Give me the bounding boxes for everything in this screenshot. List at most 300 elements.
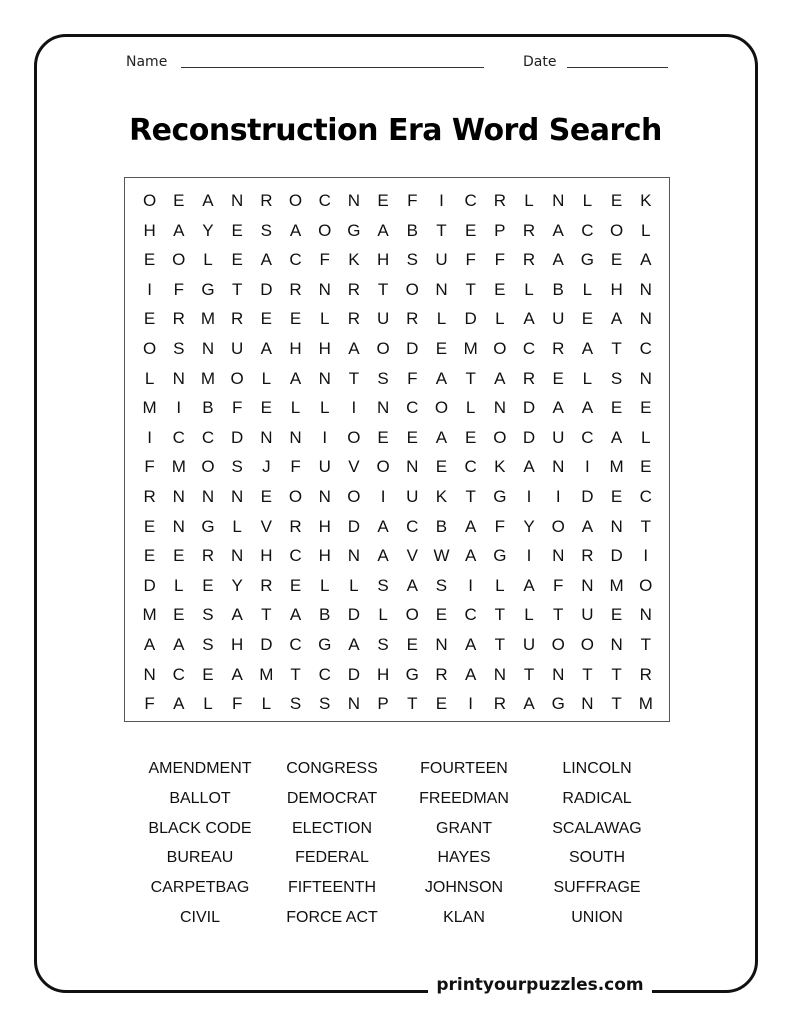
grid-letter[interactable]: N [318, 486, 331, 506]
grid-letter[interactable]: R [581, 546, 594, 566]
grid-letter[interactable]: E [231, 250, 243, 270]
grid-letter[interactable]: T [377, 279, 389, 299]
grid-letter[interactable]: T [611, 664, 622, 684]
grid-letter[interactable]: L [203, 694, 213, 714]
grid-letter[interactable]: L [319, 309, 330, 329]
grid-letter[interactable]: N [552, 546, 565, 566]
grid-letter[interactable]: F [407, 191, 418, 210]
grid-letter[interactable]: N [172, 486, 185, 506]
grid-letter[interactable]: O [142, 191, 157, 210]
grid-letter[interactable]: E [289, 575, 302, 595]
grid-letter[interactable]: N [435, 634, 448, 654]
grid-letter[interactable]: I [176, 398, 182, 418]
grid-letter[interactable]: L [524, 191, 534, 210]
grid-letter[interactable]: E [289, 309, 302, 329]
grid-letter[interactable]: F [290, 457, 301, 477]
grid-letter[interactable]: V [260, 516, 273, 536]
grid-letter[interactable]: A [464, 634, 477, 654]
grid-letter[interactable]: R [552, 338, 565, 358]
grid-letter[interactable]: I [468, 575, 474, 595]
grid-letter[interactable]: N [347, 694, 361, 714]
grid-letter[interactable]: A [494, 368, 506, 388]
grid-letter[interactable]: O [142, 338, 157, 358]
grid-letter[interactable]: O [639, 575, 653, 595]
date-field-line[interactable] [567, 67, 668, 68]
grid-letter[interactable]: N [201, 486, 215, 506]
grid-letter[interactable]: F [407, 368, 418, 388]
grid-letter[interactable]: B [435, 516, 448, 536]
grid-letter[interactable]: E [260, 398, 273, 418]
grid-letter[interactable]: E [143, 309, 156, 329]
grid-letter[interactable]: T [523, 664, 535, 684]
grid-letter[interactable]: N [318, 279, 331, 299]
grid-letter[interactable]: C [522, 338, 536, 358]
grid-letter[interactable]: A [464, 546, 477, 566]
grid-letter[interactable]: A [552, 220, 564, 240]
grid-letter[interactable]: I [147, 427, 152, 447]
grid-letter[interactable]: F [144, 457, 155, 477]
grid-letter[interactable]: R [201, 546, 215, 566]
grid-letter[interactable]: H [318, 338, 331, 358]
grid-letter[interactable]: L [290, 398, 301, 418]
grid-letter[interactable]: N [376, 398, 390, 418]
grid-letter[interactable]: M [463, 338, 478, 358]
grid-letter[interactable]: T [231, 279, 243, 299]
grid-letter[interactable]: N [231, 486, 244, 506]
grid-letter[interactable]: N [639, 605, 652, 625]
grid-letter[interactable]: U [552, 309, 565, 329]
grid-letter[interactable]: L [582, 368, 593, 388]
grid-letter[interactable]: S [260, 220, 273, 240]
grid-letter[interactable]: L [349, 575, 359, 595]
grid-letter[interactable]: A [581, 398, 594, 418]
grid-letter[interactable]: O [201, 457, 215, 477]
grid-letter[interactable]: M [171, 457, 186, 477]
grid-letter[interactable]: I [380, 486, 386, 506]
grid-letter[interactable]: I [322, 427, 328, 447]
grid-letter[interactable]: U [231, 338, 244, 358]
grid-letter[interactable]: A [377, 220, 389, 240]
grid-letter[interactable]: D [347, 605, 361, 625]
grid-letter[interactable]: Y [523, 516, 535, 536]
grid-letter[interactable]: O [376, 338, 390, 358]
grid-letter[interactable]: T [611, 694, 622, 714]
grid-letter[interactable]: N [639, 279, 652, 299]
grid-letter[interactable]: G [493, 486, 507, 506]
grid-letter[interactable]: L [495, 309, 505, 329]
grid-letter[interactable]: A [348, 338, 360, 358]
grid-letter[interactable]: A [581, 516, 594, 536]
grid-letter[interactable]: S [202, 634, 214, 654]
grid-letter[interactable]: U [522, 634, 536, 654]
grid-letter[interactable]: I [585, 457, 590, 477]
grid-letter[interactable]: A [610, 427, 623, 447]
grid-letter[interactable]: U [581, 605, 594, 625]
grid-letter[interactable]: A [289, 605, 302, 625]
grid-letter[interactable]: F [231, 694, 243, 714]
grid-letter[interactable]: E [435, 605, 448, 625]
grid-letter[interactable]: T [611, 338, 622, 358]
grid-letter[interactable]: S [377, 368, 389, 388]
grid-letter[interactable]: C [581, 427, 594, 447]
grid-letter[interactable]: A [173, 694, 185, 714]
grid-letter[interactable]: K [640, 191, 652, 210]
grid-letter[interactable]: I [468, 694, 474, 714]
grid-letter[interactable]: A [231, 664, 243, 684]
grid-letter[interactable]: T [465, 368, 476, 388]
grid-letter[interactable]: M [200, 368, 216, 388]
grid-letter[interactable]: S [610, 368, 623, 388]
grid-letter[interactable]: C [289, 546, 302, 566]
grid-letter[interactable]: O [288, 486, 303, 506]
grid-letter[interactable]: E [173, 605, 185, 625]
grid-letter[interactable]: F [553, 575, 564, 595]
grid-letter[interactable]: J [262, 457, 271, 477]
grid-letter[interactable]: N [172, 368, 185, 388]
grid-letter[interactable]: A [173, 634, 185, 654]
grid-letter[interactable]: U [318, 457, 331, 477]
grid-letter[interactable]: C [464, 605, 477, 625]
grid-letter[interactable]: W [433, 546, 450, 566]
grid-letter[interactable]: O [230, 368, 244, 388]
grid-letter[interactable]: A [552, 398, 564, 418]
grid-letter[interactable]: R [347, 309, 361, 329]
grid-letter[interactable]: A [348, 634, 360, 654]
grid-letter[interactable]: N [639, 309, 652, 329]
grid-letter[interactable]: C [289, 634, 302, 654]
grid-letter[interactable]: D [522, 427, 536, 447]
grid-letter[interactable]: U [376, 309, 390, 329]
grid-letter[interactable]: L [524, 279, 534, 299]
grid-letter[interactable]: A [231, 605, 243, 625]
grid-letter[interactable]: R [406, 309, 419, 329]
grid-letter[interactable]: N [201, 338, 215, 358]
grid-letter[interactable]: G [405, 664, 419, 684]
grid-letter[interactable]: T [348, 368, 360, 388]
grid-letter[interactable]: P [494, 220, 506, 240]
grid-letter[interactable]: A [143, 634, 156, 654]
grid-letter[interactable]: E [260, 486, 273, 506]
grid-letter[interactable]: N [581, 694, 594, 714]
grid-letter[interactable]: I [439, 191, 444, 210]
grid-letter[interactable]: R [493, 694, 506, 714]
grid-letter[interactable]: M [609, 575, 624, 595]
grid-letter[interactable]: T [465, 279, 476, 299]
grid-letter[interactable]: G [201, 279, 215, 299]
grid-letter[interactable]: R [172, 309, 185, 329]
grid-letter[interactable]: E [552, 368, 564, 388]
grid-letter[interactable]: B [319, 605, 331, 625]
grid-letter[interactable]: B [406, 220, 418, 240]
grid-letter[interactable]: A [523, 694, 535, 714]
grid-letter[interactable]: A [202, 191, 214, 210]
grid-letter[interactable]: L [174, 575, 184, 595]
grid-letter[interactable]: F [173, 279, 184, 299]
grid-letter[interactable]: L [524, 605, 534, 625]
grid-letter[interactable]: E [406, 634, 418, 654]
grid-letter[interactable]: S [231, 457, 243, 477]
grid-letter[interactable]: R [493, 191, 506, 210]
grid-letter[interactable]: E [464, 220, 477, 240]
grid-letter[interactable]: C [464, 457, 477, 477]
grid-letter[interactable]: N [552, 664, 565, 684]
grid-letter[interactable]: L [232, 516, 242, 536]
grid-letter[interactable]: O [493, 427, 507, 447]
grid-letter[interactable]: D [406, 338, 419, 358]
grid-letter[interactable]: L [465, 398, 476, 418]
grid-letter[interactable]: R [143, 486, 156, 506]
grid-letter[interactable]: H [289, 338, 302, 358]
grid-letter[interactable]: A [464, 664, 477, 684]
grid-letter[interactable]: E [464, 427, 477, 447]
grid-letter[interactable]: C [318, 191, 331, 210]
grid-letter[interactable]: G [318, 634, 332, 654]
grid-letter[interactable]: O [172, 250, 186, 270]
grid-letter[interactable]: O [347, 427, 361, 447]
grid-letter[interactable]: N [406, 457, 419, 477]
grid-letter[interactable]: S [377, 575, 389, 595]
grid-letter[interactable]: A [406, 575, 418, 595]
grid-letter[interactable]: A [552, 250, 564, 270]
grid-letter[interactable]: N [143, 664, 156, 684]
grid-letter[interactable]: B [552, 279, 564, 299]
grid-letter[interactable]: D [464, 309, 477, 329]
grid-letter[interactable]: O [434, 398, 449, 418]
grid-letter[interactable]: L [641, 427, 651, 447]
grid-letter[interactable]: T [465, 486, 476, 506]
grid-letter[interactable]: A [523, 309, 535, 329]
grid-letter[interactable]: M [609, 457, 624, 477]
grid-letter[interactable]: R [522, 250, 536, 270]
grid-letter[interactable]: A [523, 457, 535, 477]
grid-letter[interactable]: E [610, 250, 623, 270]
grid-letter[interactable]: F [465, 250, 476, 270]
grid-letter[interactable]: H [231, 634, 244, 654]
grid-letter[interactable]: O [580, 634, 595, 654]
grid-letter[interactable]: T [407, 694, 418, 714]
grid-letter[interactable]: I [555, 486, 561, 506]
grid-letter[interactable]: U [552, 427, 565, 447]
grid-letter[interactable]: L [261, 694, 272, 714]
grid-letter[interactable]: R [260, 575, 273, 595]
grid-letter[interactable]: F [494, 516, 506, 536]
grid-letter[interactable]: G [551, 694, 565, 714]
grid-letter[interactable]: E [202, 664, 214, 684]
grid-letter[interactable]: R [231, 309, 244, 329]
grid-letter[interactable]: V [348, 457, 360, 477]
grid-letter[interactable]: M [259, 664, 274, 684]
grid-letter[interactable]: C [406, 398, 419, 418]
grid-letter[interactable]: D [143, 575, 156, 595]
grid-letter[interactable]: D [347, 664, 361, 684]
grid-letter[interactable]: I [147, 279, 152, 299]
grid-letter[interactable]: I [526, 486, 532, 506]
grid-letter[interactable]: O [376, 457, 390, 477]
grid-letter[interactable]: O [405, 279, 419, 299]
grid-letter[interactable]: L [261, 368, 272, 388]
grid-letter[interactable]: H [376, 664, 390, 684]
grid-letter[interactable]: C [406, 516, 419, 536]
grid-letter[interactable]: S [173, 338, 185, 358]
grid-letter[interactable]: N [493, 664, 506, 684]
grid-letter[interactable]: C [639, 338, 652, 358]
grid-letter[interactable]: L [641, 220, 651, 240]
grid-letter[interactable]: A [377, 516, 389, 536]
grid-letter[interactable]: N [231, 191, 244, 210]
grid-letter[interactable]: Y [231, 575, 243, 595]
grid-letter[interactable]: E [581, 309, 594, 329]
grid-letter[interactable]: O [405, 605, 419, 625]
grid-letter[interactable]: A [260, 250, 273, 270]
grid-letter[interactable]: B [202, 398, 214, 418]
grid-letter[interactable]: F [319, 250, 330, 270]
grid-letter[interactable]: G [347, 220, 361, 240]
grid-letter[interactable]: S [319, 694, 331, 714]
grid-letter[interactable]: I [643, 546, 649, 566]
grid-letter[interactable]: C [318, 664, 331, 684]
grid-letter[interactable]: A [435, 427, 448, 447]
grid-letter[interactable]: L [582, 191, 593, 210]
grid-letter[interactable]: A [173, 220, 185, 240]
grid-letter[interactable]: E [610, 486, 623, 506]
grid-letter[interactable]: N [347, 191, 361, 210]
grid-letter[interactable]: F [144, 694, 155, 714]
grid-letter[interactable]: E [610, 605, 623, 625]
grid-letter[interactable]: K [494, 457, 506, 477]
grid-letter[interactable]: H [318, 516, 331, 536]
grid-letter[interactable]: N [172, 516, 185, 536]
grid-letter[interactable]: E [494, 279, 506, 299]
grid-letter[interactable]: T [640, 516, 651, 536]
grid-letter[interactable]: S [406, 250, 418, 270]
grid-letter[interactable]: E [260, 309, 273, 329]
grid-letter[interactable]: E [435, 457, 448, 477]
grid-letter[interactable]: D [522, 398, 536, 418]
grid-letter[interactable]: A [610, 309, 623, 329]
name-field-line[interactable] [181, 67, 484, 68]
grid-letter[interactable]: N [610, 634, 623, 654]
grid-letter[interactable]: L [582, 279, 593, 299]
grid-letter[interactable]: C [581, 220, 594, 240]
grid-letter[interactable]: M [200, 309, 216, 329]
grid-letter[interactable]: H [376, 250, 390, 270]
grid-letter[interactable]: H [610, 279, 623, 299]
grid-letter[interactable]: D [347, 516, 361, 536]
grid-letter[interactable]: A [640, 250, 652, 270]
grid-letter[interactable]: C [289, 250, 302, 270]
grid-letter[interactable]: N [581, 575, 594, 595]
grid-letter[interactable]: P [377, 694, 389, 714]
grid-letter[interactable]: K [348, 250, 360, 270]
grid-letter[interactable]: E [173, 191, 185, 210]
grid-letter[interactable]: M [142, 398, 157, 418]
grid-letter[interactable]: R [522, 220, 536, 240]
grid-letter[interactable]: A [289, 368, 302, 388]
grid-letter[interactable]: G [201, 516, 215, 536]
grid-letter[interactable]: A [377, 546, 389, 566]
grid-letter[interactable]: L [436, 309, 447, 329]
grid-letter[interactable]: O [551, 634, 565, 654]
grid-letter[interactable]: C [201, 427, 215, 447]
grid-letter[interactable]: E [610, 398, 623, 418]
grid-letter[interactable]: L [144, 368, 155, 388]
grid-letter[interactable]: T [261, 605, 272, 625]
grid-letter[interactable]: R [289, 516, 302, 536]
grid-letter[interactable]: T [436, 220, 447, 240]
grid-letter[interactable]: S [377, 634, 389, 654]
grid-letter[interactable]: H [318, 546, 331, 566]
grid-letter[interactable]: I [526, 546, 532, 566]
grid-letter[interactable]: A [581, 338, 594, 358]
grid-letter[interactable]: N [347, 546, 361, 566]
grid-letter[interactable]: S [435, 575, 448, 595]
grid-letter[interactable]: C [172, 664, 185, 684]
grid-letter[interactable]: A [523, 575, 535, 595]
grid-letter[interactable]: L [319, 575, 330, 595]
grid-letter[interactable]: I [351, 398, 357, 418]
grid-letter[interactable]: T [494, 605, 506, 625]
grid-letter[interactable]: R [289, 279, 302, 299]
grid-letter[interactable]: E [143, 250, 156, 270]
grid-letter[interactable]: N [610, 516, 623, 536]
grid-letter[interactable]: O [288, 191, 303, 210]
grid-letter[interactable]: L [378, 605, 388, 625]
grid-letter[interactable]: D [231, 427, 244, 447]
grid-letter[interactable]: R [260, 191, 273, 210]
grid-letter[interactable]: E [640, 398, 652, 418]
grid-letter[interactable]: D [581, 486, 594, 506]
grid-letter[interactable]: O [318, 220, 332, 240]
grid-letter[interactable]: T [494, 634, 506, 654]
grid-letter[interactable]: T [640, 634, 651, 654]
grid-letter[interactable]: O [551, 516, 565, 536]
grid-letter[interactable]: A [435, 368, 448, 388]
grid-letter[interactable]: C [464, 191, 477, 210]
grid-letter[interactable]: G [580, 250, 595, 270]
grid-letter[interactable]: E [143, 516, 156, 536]
grid-letter[interactable]: H [260, 546, 273, 566]
grid-letter[interactable]: H [143, 220, 156, 240]
grid-letter[interactable]: F [231, 398, 243, 418]
grid-letter[interactable]: E [173, 546, 185, 566]
grid-letter[interactable]: T [553, 605, 564, 625]
grid-letter[interactable]: R [435, 664, 448, 684]
grid-letter[interactable]: O [493, 338, 507, 358]
grid-letter[interactable]: N [289, 427, 302, 447]
grid-letter[interactable]: O [347, 486, 361, 506]
grid-letter[interactable]: T [290, 664, 301, 684]
grid-letter[interactable]: L [203, 250, 213, 270]
grid-letter[interactable]: S [289, 694, 302, 714]
grid-letter[interactable]: S [202, 605, 214, 625]
grid-letter[interactable]: Y [202, 220, 214, 240]
grid-letter[interactable]: U [435, 250, 448, 270]
grid-letter[interactable]: D [610, 546, 623, 566]
grid-letter[interactable]: E [202, 575, 214, 595]
grid-letter[interactable]: M [142, 605, 157, 625]
grid-letter[interactable]: N [435, 279, 448, 299]
grid-letter[interactable]: A [289, 220, 302, 240]
grid-letter[interactable]: E [435, 694, 448, 714]
grid-letter[interactable]: F [494, 250, 506, 270]
grid-letter[interactable]: N [318, 368, 331, 388]
grid-letter[interactable]: M [638, 694, 653, 714]
grid-letter[interactable]: C [172, 427, 185, 447]
grid-letter[interactable]: D [260, 634, 273, 654]
grid-letter[interactable]: E [610, 191, 623, 210]
grid-letter[interactable]: E [406, 427, 418, 447]
grid-letter[interactable]: L [319, 398, 330, 418]
